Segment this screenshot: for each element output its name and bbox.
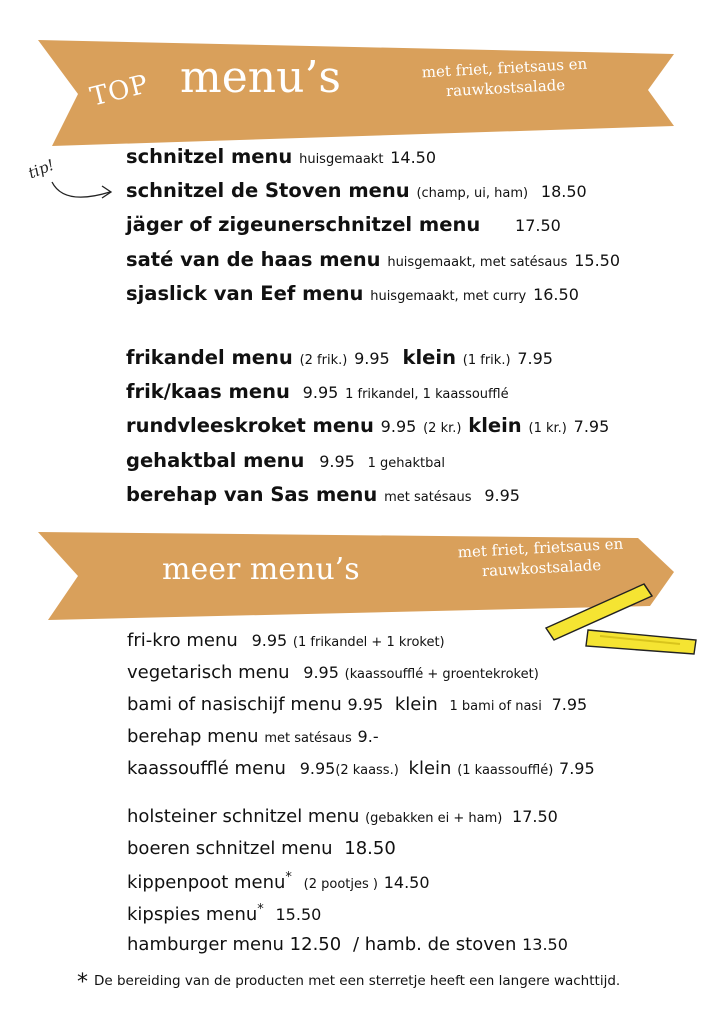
banner-subtitle-line2: rauwkostsalade — [445, 75, 566, 101]
item-name: berehap menu — [127, 726, 259, 747]
item-name: kaassoufflé menu — [127, 758, 286, 779]
item-note: (kaassoufflé + groentekroket) — [344, 667, 539, 682]
fries-icon — [540, 570, 710, 680]
item-name: kipspies menu — [127, 904, 258, 925]
item-price: 9.95 — [251, 631, 288, 650]
menu-item — [126, 145, 436, 168]
item-price-small: 13.50 — [522, 935, 568, 954]
item-note: (2 kaass.) — [335, 763, 399, 778]
item-price: 17.50 — [515, 216, 561, 235]
item-note: (2 frik.) — [299, 353, 348, 368]
item-note: (2 pootjes ) — [303, 877, 378, 892]
item-price: 9.95 — [302, 383, 339, 402]
footnote-text: De bereiding van de producten met een sterretje heeft een langere wachttijd. — [94, 973, 621, 989]
menu-item — [126, 213, 561, 236]
item-name: saté van de haas menu — [126, 248, 381, 271]
menu-item — [126, 346, 553, 369]
item-note: (2 kr.) — [423, 421, 462, 436]
banner-subtitle-line1: met friet, frietsaus en — [457, 534, 624, 562]
item-note: met satésaus — [384, 490, 472, 505]
menu-item — [127, 726, 379, 747]
menu-item — [126, 248, 620, 271]
item-price: 9.- — [357, 727, 379, 746]
item-note: huisgemaakt — [299, 152, 384, 167]
item-name: frik/kaas menu — [126, 380, 290, 403]
menu-item — [127, 694, 587, 715]
banner-title: meer menu’s — [162, 552, 360, 587]
item-name: kippenpoot menu — [127, 872, 286, 893]
banner-top-word: TOP — [87, 69, 152, 113]
item-extra: / hamb. de stoven — [352, 934, 517, 955]
banner-title: menu’s — [180, 52, 342, 103]
item-note: met satésaus — [264, 731, 352, 746]
item-note-small: (1 frik.) — [462, 353, 511, 368]
item-note: (champ, ui, ham) — [416, 186, 529, 201]
item-note: (1 frikandel + 1 kroket) — [292, 635, 445, 650]
menu-item — [126, 380, 509, 403]
item-price: 14.50 — [383, 873, 430, 892]
item-price: 9.95 — [380, 417, 417, 436]
klein-label: klein — [468, 414, 522, 437]
menu-item — [127, 758, 595, 779]
menu-item — [127, 662, 539, 683]
item-price: 14.50 — [390, 148, 437, 167]
menu-item — [127, 806, 558, 827]
item-name: schnitzel de Stoven menu — [126, 179, 410, 202]
item-note-small: (1 kaassoufflé) — [457, 763, 554, 778]
item-name: bami of nasischijf menu — [127, 694, 342, 715]
item-price: 18.50 — [540, 182, 587, 201]
item-name: vegetarisch menu — [127, 662, 290, 683]
item-price: 12.50 — [289, 934, 342, 955]
menu-item — [127, 838, 396, 859]
item-name: boeren schnitzel menu — [127, 838, 333, 859]
item-name: sjaslick van Eef menu — [126, 282, 364, 305]
footnote — [77, 970, 620, 995]
item-price: 9.95 — [299, 759, 336, 778]
item-name: jäger of zigeunerschnitzel menu — [126, 213, 481, 236]
item-note: 1 gehaktbal — [367, 456, 445, 471]
asterisk-mark: * — [285, 870, 292, 885]
item-price: 15.50 — [574, 251, 621, 270]
item-note: (gebakken ei + ham) — [365, 811, 503, 826]
asterisk-mark: * — [257, 902, 264, 917]
menu-item — [126, 483, 520, 506]
item-price-small: 7.95 — [517, 349, 553, 368]
menu-item — [127, 902, 321, 925]
menu-item — [126, 414, 609, 437]
tip-arrow-icon — [48, 172, 118, 212]
tip-note: tip! — [25, 155, 57, 183]
footnote-asterisk: * — [77, 970, 88, 995]
menu-item — [127, 934, 568, 955]
item-price: 15.50 — [275, 905, 322, 924]
item-price: 18.50 — [344, 838, 396, 859]
item-note: huisgemaakt, met satésaus — [387, 255, 568, 270]
item-note: huisgemaakt, met curry — [370, 289, 527, 304]
item-price: 16.50 — [533, 285, 579, 304]
item-price-small: 7.95 — [573, 417, 610, 436]
menu-item — [126, 282, 579, 305]
item-price-small: 7.95 — [551, 695, 588, 714]
klein-label: klein — [408, 758, 452, 779]
item-name: fri-kro menu — [127, 630, 238, 651]
item-name: rundvleeskroket menu — [126, 414, 374, 437]
item-note: 1 bami of nasi — [449, 699, 542, 714]
top-menus-banner — [38, 38, 674, 148]
menu-item — [127, 870, 430, 893]
klein-label: klein — [402, 346, 456, 369]
item-name: frikandel menu — [126, 346, 293, 369]
item-price: 9.95 — [347, 695, 384, 714]
item-price: 9.95 — [484, 486, 520, 505]
item-note: 1 frikandel, 1 kaassoufflé — [345, 387, 509, 402]
item-price: 9.95 — [319, 452, 355, 471]
item-name: berehap van Sas menu — [126, 483, 378, 506]
item-name: gehaktbal menu — [126, 449, 305, 472]
banner-subtitle-line1: met friet, frietsaus en — [421, 54, 588, 82]
banner-subtitle-line2: rauwkostsalade — [481, 555, 602, 581]
item-name: schnitzel menu — [126, 145, 293, 168]
menu-item — [126, 449, 445, 472]
item-price: 9.95 — [303, 663, 339, 682]
item-price-small: 7.95 — [559, 759, 595, 778]
item-price: 17.50 — [512, 807, 558, 826]
menu-item — [126, 179, 587, 202]
item-name: holsteiner schnitzel menu — [127, 806, 360, 827]
klein-label: klein — [394, 694, 438, 715]
item-name: hamburger menu — [127, 934, 284, 955]
menu-item — [127, 630, 445, 651]
item-price: 9.95 — [354, 349, 390, 368]
item-note-small: (1 kr.) — [528, 421, 567, 436]
